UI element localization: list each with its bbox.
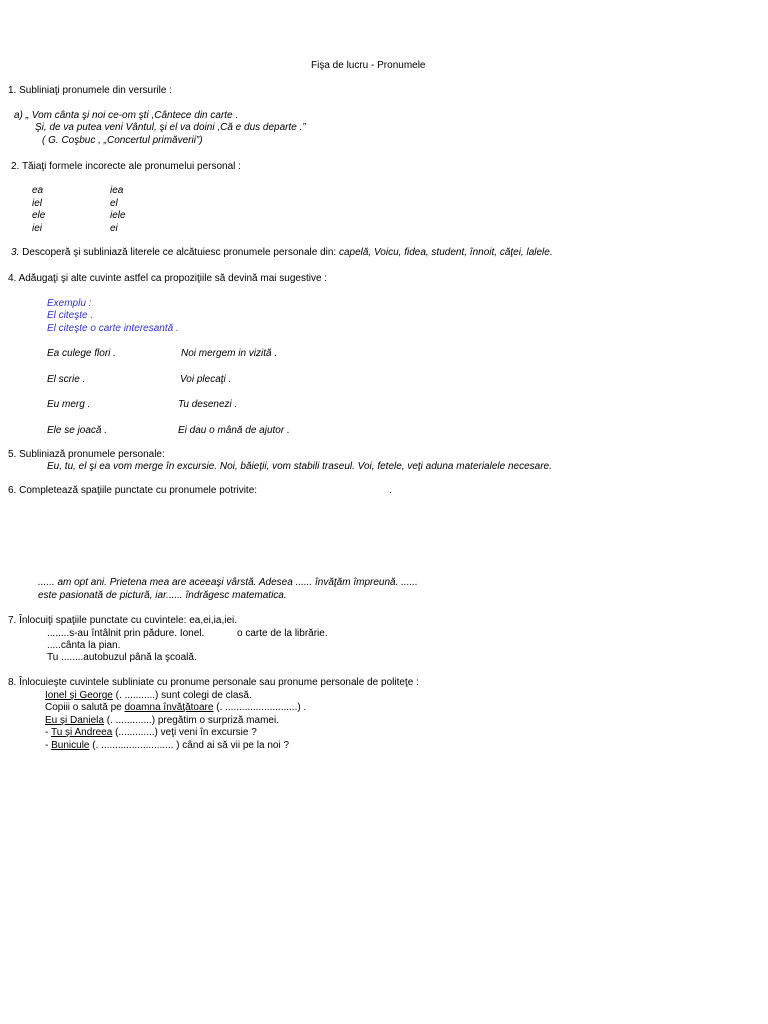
exercise-8-line-2 [45,702,306,714]
example-label: Exemplu : [47,298,92,309]
pronoun-form: iei [32,223,43,234]
sentence-left: Eu merg . [47,399,91,410]
sentence-left: Ele se joacă . [47,425,108,436]
exercise-6-text-line-1: ...... am opt ani. Prietena mea are aceeaşi vârstă. Adesea ...... învăţăm împreună. ...... [38,577,418,588]
sentence-right: Tu desenezi . [178,399,238,410]
blank-and-rest: (. ..........................) . [216,702,307,713]
underlined-words: Tu şi Andreea [50,727,113,738]
page-title: Fişa de lucru - Pronumele [311,60,426,71]
blank-and-rest: (. .......................... ) când ai să vii pe la noi ? [92,740,290,751]
exercise-6-heading: 6. Completează spaţiile punctate cu pronumele potrivite: [8,485,258,496]
sentence-right: Ei dau o mână de ajutor . [178,425,290,436]
pronoun-form: iele [110,210,126,221]
exercise-3-number: 3. [11,247,20,258]
underlined-words: Eu şi Daniela [45,715,104,726]
pronoun-form: ea [32,185,44,196]
sentence-right: Noi mergem in vizită . [181,348,278,359]
exercise-8-line-4 [45,727,257,739]
exercise-6-trailing-mark: . [389,485,392,496]
underlined-words: Ionel şi George [45,690,113,701]
pronoun-form: iea [110,185,124,196]
dialogue-dash: - [45,727,49,738]
exercise-7-heading: 7. Înlocuiţi spaţiile punctate cu cuvintele: ea,ei,ia,iei. [8,615,238,626]
sentence-left: El scrie . [47,374,86,385]
exercise-6-text-line-2: este pasionată de pictură, iar...... îndrăgesc matematica. [38,590,287,601]
underlined-words: Bunicule [51,740,90,751]
pronoun-form: ele [32,210,46,221]
example-sentence-short: El citeşte . [47,310,94,321]
verse-line-2: Şi, de va putea veni Vântul, şi el va doini ,Că e dus departe .” [35,122,306,133]
pronoun-form: el [110,198,118,209]
dialogue-dash: - [45,740,49,751]
exercise-7-line-2: .....cânta la pian. [47,640,121,651]
blank-and-rest: (.............) veţi veni în excursie ? [115,727,257,738]
verse-line-1: a) „ Vom cânta şi noi ce-om şti ,Cântece din carte . [14,110,239,121]
verse-source: ( G. Coşbuc , „Concertul primăverii”) [42,135,203,146]
exercise-7-line-1b: o carte de la librărie. [237,628,328,639]
exercise-5-text: Eu, tu, el şi ea vom merge în excursie. Noi, băieţii, vom stabili traseul. Voi, fetele, veţi aduna materialele necesare. [47,461,552,472]
exercise-7-line-3: Tu ........autobuzul până la şcoală. [47,652,197,663]
exercise-1-heading: 1. Subliniaţi pronumele din versurile : [8,85,172,96]
exercise-3-words: capelă, Voicu, fidea, student, înnoit, căţei, lalele. [338,247,553,258]
underlined-words: doamna învăţătoare [124,702,214,713]
exercise-7-line-1a: ........s-au întâlnit prin pădure. Ionel. [47,628,205,639]
exercise-3-line [11,247,553,259]
blank-and-rest: (. .............) pregătim o surpriză mamei. [106,715,279,726]
exercise-8-line-1 [45,690,252,702]
exercise-8-line-3 [45,715,279,727]
exercise-3-text: Descoperă şi subliniază literele ce alcătuiesc pronumele personale din: [22,247,337,258]
example-sentence-extended: El citeşte o carte interesantă . [47,323,179,334]
blank-and-rest: (. ...........) sunt colegi de clasă. [115,690,252,701]
exercise-2-heading: 2. Tăiaţi formele incorecte ale pronumelui personal : [11,161,241,172]
sentence-left: Ea culege flori . [47,348,116,359]
pronoun-form: ei [110,223,118,234]
sentence-right: Voi plecaţi . [180,374,232,385]
exercise-8-heading: 8. Înlocuieşte cuvintele subliniate cu pronume personale sau pronume personale de politeţe : [8,677,419,688]
pronoun-form: iel [32,198,43,209]
line-prefix: Copiii o salută pe [45,702,122,713]
exercise-5-heading: 5. Subliniază pronumele personale: [8,449,165,460]
exercise-8-line-5 [45,740,289,752]
exercise-4-heading: 4. Adăugaţi şi alte cuvinte astfel ca propoziţiile să devină mai sugestive : [8,273,328,284]
